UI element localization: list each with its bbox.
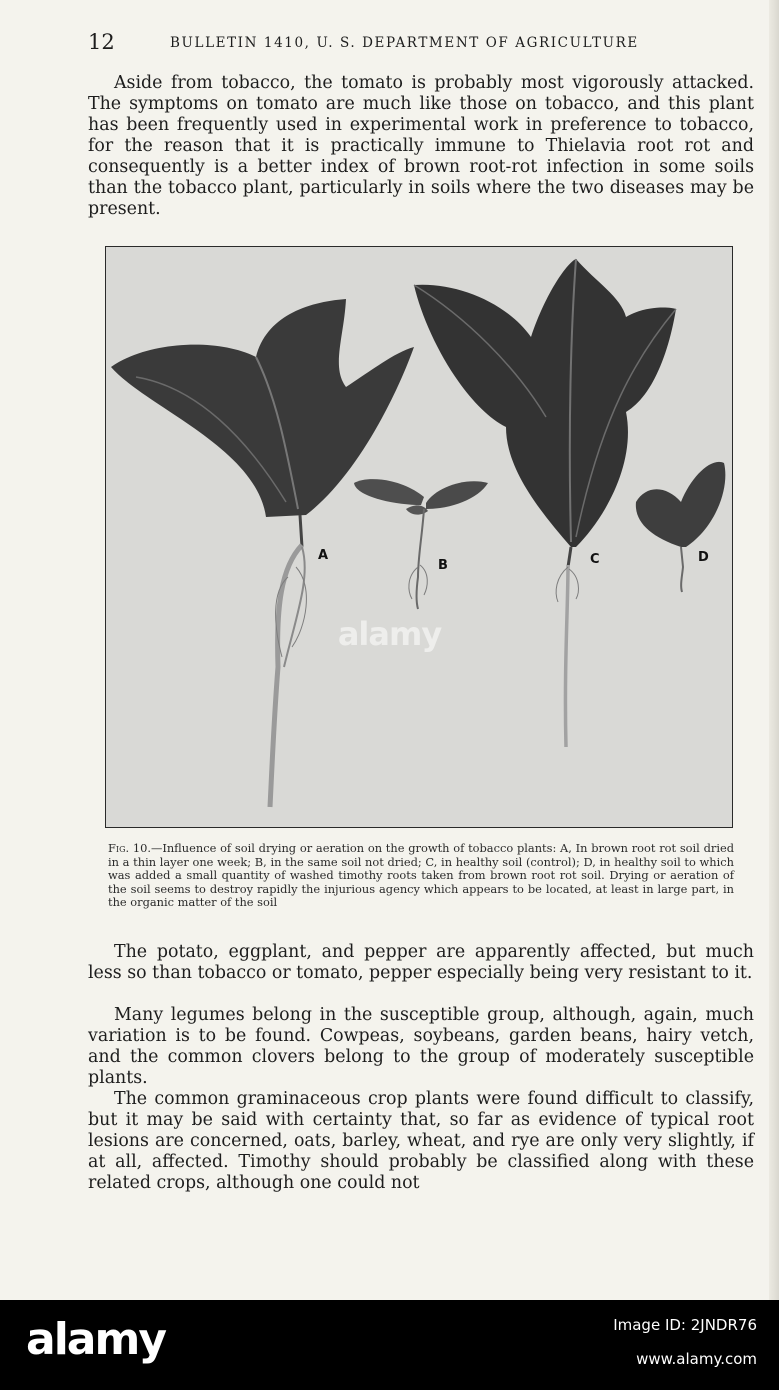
page-number: 12 (88, 30, 115, 54)
figure-label-d: D (698, 550, 709, 565)
figure-caption-label: Fig. 10. (108, 841, 151, 855)
figure-label-b: B (438, 558, 448, 573)
figure-label-a: A (318, 548, 329, 563)
plant-photo-illustration (106, 247, 733, 828)
alamy-logo: alamy (26, 1314, 165, 1365)
figure-caption (108, 842, 734, 910)
image-id-text: Image ID: 2JNDR76 (613, 1316, 757, 1334)
running-head (88, 30, 758, 56)
paragraph-graminaceous: The common graminaceous crop plants were found difficult to classify, but it may be said with certainty that, so far as evidence of typical root lesions are concerned, oats, barley, wheat, and rye are only very slightly, if at all, affected. Timothy should probably be classified along with these related crops, although one could not (88, 1089, 754, 1193)
running-head-title: BULLETIN 1410, U. S. DEPARTMENT OF AGRICULTURE (170, 35, 639, 51)
figure-caption-text: —Influence of soil drying or aeration on the growth of tobacco plants: A, In brown root rot soil dried in a thin layer one week; B, in the same soil not dried; C, in healthy soil (control); D, in healthy soil to which was added a small quantity of washed timothy roots taken from brown root rot soil. Drying or aeration of the soil seems to destroy rapidly the injurious agency which appears to be located, at least in large part, in the organic matter of the soil (108, 841, 734, 909)
footer-url-text: www.alamy.com (636, 1350, 757, 1368)
watermark: alamy (337, 615, 442, 653)
figure-tobacco-plants (105, 246, 733, 828)
stock-footer-bar (0, 1300, 779, 1390)
paragraph-legumes: Many legumes belong in the susceptible group, although, again, much variation is to be found. Cowpeas, soybeans, garden beans, hairy vetch, and the common clovers belong to the group of moderately susceptible plants. (88, 1005, 754, 1088)
paragraph-potato: The potato, eggplant, and pepper are apparently affected, but much less so than tobacco or tomato, pepper especially being very resistant to it. (88, 942, 754, 983)
paragraph-tomato: Aside from tobacco, the tomato is probably most vigorously attacked. The symptoms on tomato are much like those on tobacco, and this plant has been frequently used in experimental work in preference to tobacco, for the reason that it is practically immune to Thielavia root rot and consequently is a better index of brown root-rot infection in some soils than the tobacco plant, particularly in soils where the two diseases may be present. (88, 73, 754, 219)
figure-label-c: C (590, 552, 600, 567)
